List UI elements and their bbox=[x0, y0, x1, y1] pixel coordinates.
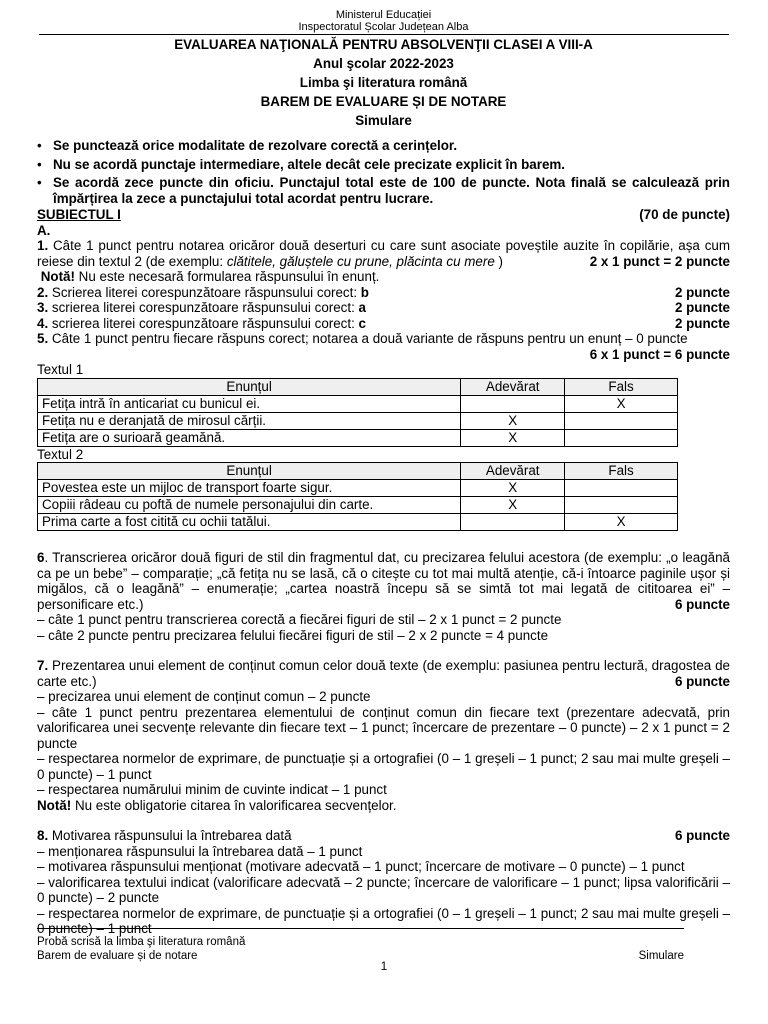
criterion: – câte 1 punct pentru transcrierea corectă a fiecărei figuri de stil – 2 x 1 punct = 2 puncte bbox=[37, 612, 562, 627]
rule-item: • Se punctează orice modalitate de rezolvare corectă a cerințelor. bbox=[37, 138, 458, 153]
question-2: 2. Scrierea literei corespunzătoare răspunsului corect: b 2 puncte bbox=[37, 284, 730, 300]
question-8: 8. Motivarea răspunsului la întrebarea dată 6 puncte bbox=[37, 828, 730, 843]
criterion: – câte 1 punct pentru prezentarea elementului de conținut comun din fiecare text (prezentare adecvată, prin valorificarea unei secvențe relevante din fiecare text – 1 punct; încercare de prezentare – 0 puncte) – 2 x 1 punct = 2 puncte bbox=[37, 704, 730, 751]
footer-line-2: Barem de evaluare și de notare Simulare bbox=[37, 950, 684, 962]
table-row: Prima carte a fost citită cu ochii tatălui. X bbox=[38, 514, 678, 531]
points: 2 puncte bbox=[674, 315, 730, 331]
document-type: BAREM DE EVALUARE ȘI DE NOTARE bbox=[260, 94, 507, 109]
table-row: Fetița intră în anticariat cu bunicul ei. X bbox=[38, 395, 678, 412]
rule-item: • Se acordă zece puncte din oficiu. Punctajul total este de 100 de puncte. Nota finală se calculează prin împărțirea la zece a punctajului total acordat pentru lucrare. bbox=[37, 175, 730, 206]
criterion: – menționarea răspunsului la întrebarea dată – 1 punct bbox=[37, 843, 363, 859]
criterion: – precizarea unui element de conținut comun – 2 puncte bbox=[37, 689, 371, 704]
table-header-row: Enunțul Adevărat Fals bbox=[38, 463, 678, 480]
points: 6 x 1 punct = 6 puncte bbox=[589, 346, 730, 362]
question-5: 5. Câte 1 punct pentru fiecare răspuns corect; notarea a două variante de răspuns pentru un enunț – 0 puncte bbox=[37, 331, 688, 346]
footer-line-1: Probă scrisă la limba şi literatura română bbox=[37, 936, 246, 948]
table-textul-2 bbox=[37, 462, 678, 531]
table-2-caption: Textul 2 bbox=[37, 446, 84, 462]
table-row: Povestea este un mijloc de transport foarte sigur. X bbox=[38, 480, 678, 497]
general-rules bbox=[37, 138, 730, 206]
question-6: 6. Transcrierea oricăror două figuri de stil din fragmentul dat, cu precizarea felului acestora (de exemplu: „o leagănă ca pe un bebe” – comparație; „că fetița nu se lasă, că o citește cu tot mai multă atenție, că-i întoarce paginile ușor și migălos, că o leagănă” – enumerație; „cartea noastră începu să se simtă tot mai legată de cititoarea ei” – personificare etc.) 6 puncte bbox=[37, 550, 730, 612]
criterion: – motivarea răspunsului menționat (motivare adecvată – 1 punct; încercare de motivare – 0 puncte) – 1 punct bbox=[37, 859, 685, 874]
table-row: Copiii râdeau cu poftă de numele personajului din carte. X bbox=[38, 497, 678, 514]
question-1: 1. Câte 1 punct pentru notarea oricăror două deserturi cu care sunt asociate poveștile auzite în copilărie, așa cum reiese din textul 2 (de exemplu: clătitele, găluștele cu prune, plăcinta cu mere ) 2 x 1 punct = 2 puncte bbox=[37, 238, 730, 269]
table-textul-1 bbox=[37, 378, 678, 447]
subject-name: Limba şi literatura română bbox=[299, 75, 468, 90]
question-1-note: Notă! Nu este necesară formularea răspunsului în enunț. bbox=[40, 269, 380, 284]
points: 6 puncte bbox=[674, 596, 730, 612]
criterion: – respectarea normelor de exprimare, de punctuație și a ortografiei (0 – 1 greșeli – 1 punct; 2 sau mai multe greșeli – 0 puncte) – 1 punct bbox=[37, 751, 730, 782]
criterion: – respectarea numărului minim de cuvinte indicat – 1 punct bbox=[37, 782, 387, 797]
bullet-icon: • bbox=[37, 175, 42, 190]
rule-item: • Nu se acordă punctaje intermediare, altele decât cele precizate explicit în barem. bbox=[37, 156, 566, 172]
criterion: – respectarea normelor de exprimare, de punctuație și a ortografiei (0 – 1 greșeli – 1 punct; 2 sau mai multe greșeli – 0 puncte) – 1 punct bbox=[37, 905, 730, 936]
table-row: Fetița are o surioară geamănă. X bbox=[38, 429, 678, 446]
subject-heading: SUBIECTUL I (70 de puncte) bbox=[37, 207, 730, 222]
question-7-note: Notă! Nu este obligatorie citarea în valorificarea secvențelor. bbox=[37, 797, 397, 813]
criterion: – câte 2 puncte pentru precizarea felului fiecărei figuri de stil – 2 x 2 puncte = 4 puncte bbox=[37, 627, 549, 643]
question-3: 3. scrierea literei corespunzătoare răspunsului corect: a 2 puncte bbox=[37, 300, 730, 315]
criterion: – valorificarea textului indicat (valorificare adecvată – 2 puncte; încercare de valorificare – 1 punct; lipsa valorificării – 0 puncte) – 2 puncte bbox=[37, 874, 730, 905]
inspectorate-label: Inspectoratul Școlar Județean Alba bbox=[298, 21, 469, 33]
points: 2 puncte bbox=[674, 284, 730, 300]
points: 6 puncte bbox=[674, 673, 730, 689]
page-footer bbox=[37, 928, 684, 963]
question-7: 7. Prezentarea unui element de conținut comun celor două texte (de exemplu: pasiunea pentru lectură, dragostea de carte etc.) 6 puncte bbox=[37, 658, 730, 689]
bullet-icon: • bbox=[37, 138, 42, 153]
table-row: Fetița nu e deranjată de mirosul cărții. X bbox=[38, 412, 678, 429]
section-a-label: A. bbox=[37, 222, 51, 238]
ministry-label: Ministerul Educației bbox=[335, 9, 432, 21]
bullet-icon: • bbox=[37, 156, 42, 172]
table-1-caption: Textul 1 bbox=[37, 362, 84, 377]
exam-title: EVALUAREA NAŢIONALĂ PENTRU ABSOLVENŢII CLASEI A VIII-A bbox=[174, 37, 593, 52]
school-year: Anul şcolar 2022-2023 bbox=[313, 56, 454, 71]
table-header-row: Enunțul Adevărat Fals bbox=[38, 378, 678, 395]
points: 2 x 1 punct = 2 puncte bbox=[589, 253, 730, 269]
exam-variant: Simulare bbox=[355, 113, 412, 128]
page-number: 1 bbox=[380, 961, 388, 973]
points: 6 puncte bbox=[674, 828, 730, 843]
points: 2 puncte bbox=[674, 300, 730, 315]
question-4: 4. scrierea literei corespunzătoare răspunsului corect: c 2 puncte bbox=[37, 315, 730, 331]
